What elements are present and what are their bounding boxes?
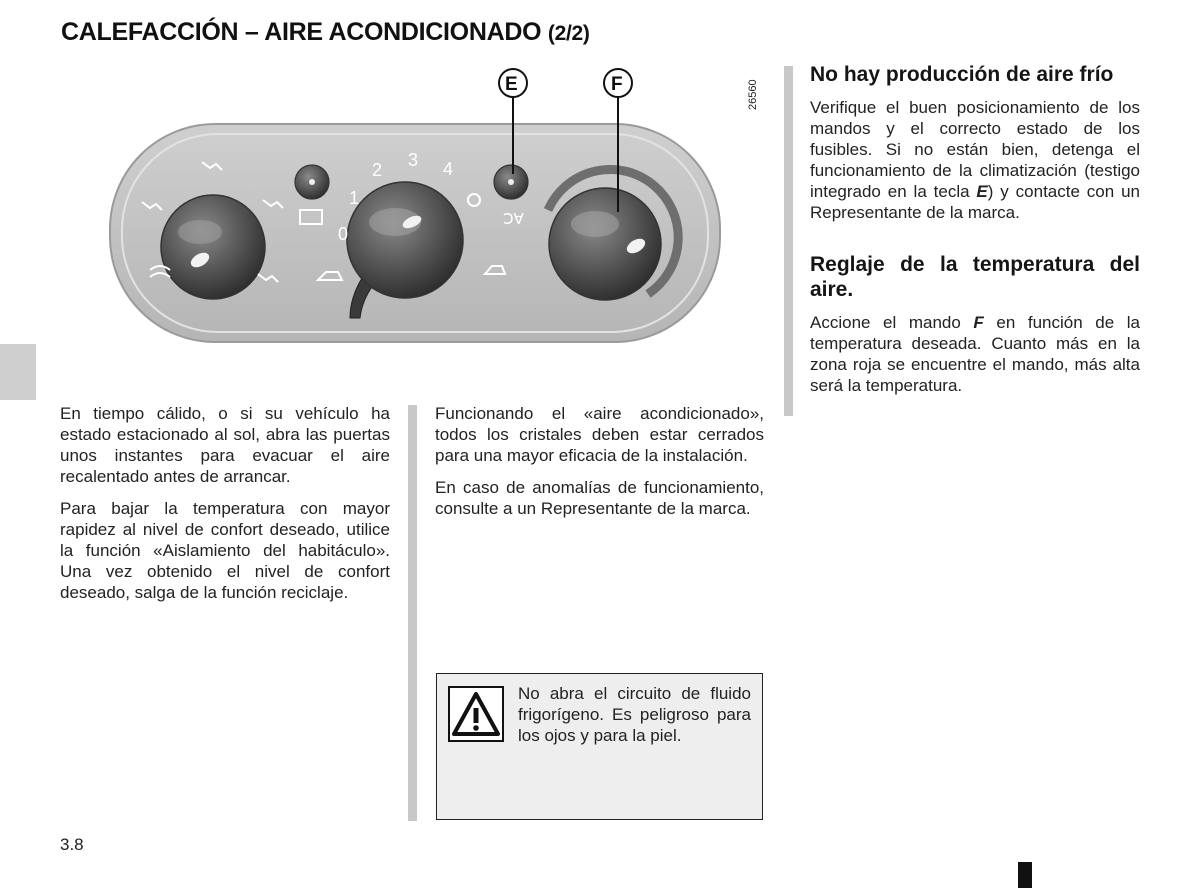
right-column <box>810 62 1140 407</box>
section2-text-after: en función de la temperatura deseada. Cuanto más en la zona roja se encuentre el mando, más alta será la temperatura. <box>810 313 1140 395</box>
middle-paragraph-1: Funcionando el «aire acondicionado», todos los cristales deben estar cerrados para una mayor eficacia de la instalación. <box>435 404 764 465</box>
middle-column <box>435 403 764 530</box>
callout-e-label: E <box>505 74 518 95</box>
figure-ref-number: 26560 <box>747 79 759 110</box>
warning-triangle-icon <box>448 686 504 742</box>
section-heading-temperature: Reglaje de la temperatura del aire. <box>810 253 1140 301</box>
section2-text-before: Accione el mando <box>810 313 974 332</box>
fan-speed-0: 0 <box>338 224 349 244</box>
column-divider-right <box>784 66 793 416</box>
fan-speed-4: 4 <box>443 159 454 179</box>
column-divider-left <box>408 405 417 821</box>
chapter-tab <box>0 344 36 400</box>
warning-box <box>436 673 763 820</box>
temperature-knob <box>548 169 678 300</box>
section1-text-before: Verifique el buen posicionamiento de los mandos y el correcto estado de los fusibles. Si no están bien, detenga el funcionamiento de la climatización (testigo integrado en la tecla <box>810 98 1140 201</box>
page-title-part: (2/2) <box>547 22 590 45</box>
fan-speed-3: 3 <box>408 150 419 170</box>
left-paragraph-1: En tiempo cálido, o si su vehículo ha estado estacionado al sol, abra las puertas unos instantes para evacuar el aire recalentado antes de arrancar. <box>60 404 390 486</box>
climate-panel-drawing <box>100 62 780 352</box>
fan-speed-1: 1 <box>349 188 360 208</box>
page-title <box>61 18 590 47</box>
section-heading-no-cold-air: No hay producción de aire frío <box>810 63 1114 86</box>
section1-key-e: E <box>976 182 988 201</box>
fan-speed-2: 2 <box>372 160 383 180</box>
middle-paragraph-2: En caso de anomalías de funcionamiento, consulte a un Representante de la marca. <box>435 478 764 518</box>
callout-f-label: F <box>611 74 623 95</box>
ac-label: ꓛ∀ <box>503 211 524 228</box>
section1-text-after: ) y contacte con un Representante de la marca. <box>810 182 1140 222</box>
section-text-temperature <box>810 312 1140 396</box>
section-text-no-cold-air <box>810 97 1140 223</box>
section2-key-f: F <box>973 313 984 332</box>
left-paragraph-2: Para bajar la temperatura con mayor rapidez al nivel de confort deseado, utilice la función «Aislamiento del habitáculo». Una vez obtenido el nivel de confort deseado, salga de la función reciclaje. <box>60 499 390 602</box>
page-edge-mark <box>1018 862 1032 888</box>
page-title-text: CALEFACCIÓN – AIRE ACONDICIONADO <box>61 18 542 46</box>
warning-text: No abra el circuito de fluido frigorígeno. Es peligroso para los ojos y para la piel. <box>518 684 751 745</box>
left-column <box>60 403 390 614</box>
climate-control-illustration <box>100 62 780 352</box>
page-number: 3.8 <box>60 835 84 854</box>
distribution-knob <box>161 195 265 299</box>
